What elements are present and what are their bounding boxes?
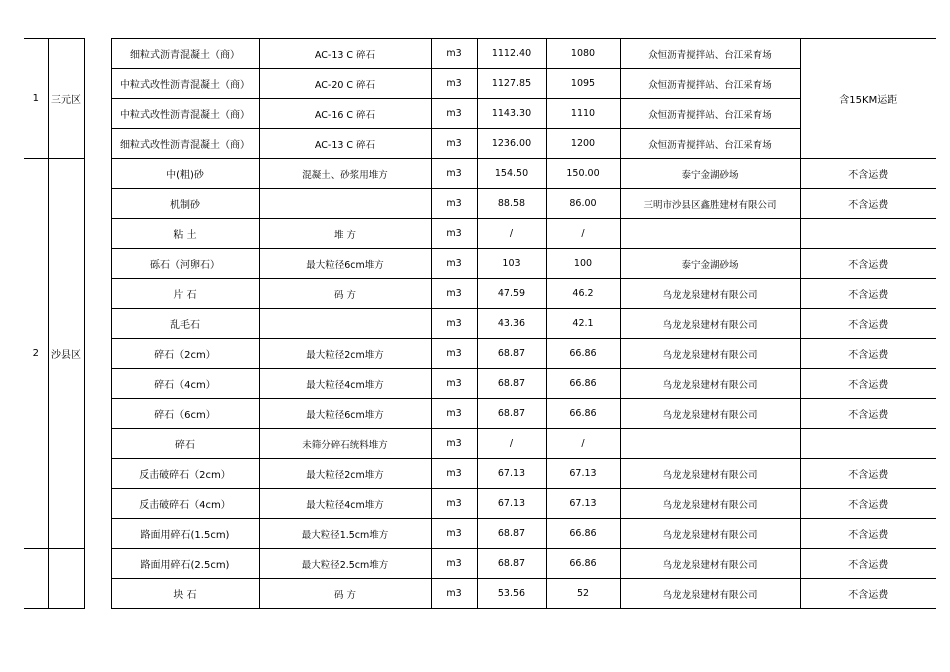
price-table: [24, 38, 936, 609]
price-cell: 66.86: [546, 369, 620, 399]
table-row: [24, 279, 936, 309]
table-row: [24, 69, 936, 99]
material-name-cell: 粘 土: [111, 219, 259, 249]
note-cell: 不含运费: [800, 249, 936, 279]
table-row: [24, 429, 936, 459]
table-row: [24, 339, 936, 369]
note-cell: 不含运费: [800, 369, 936, 399]
spec-cell: 最大粒径1.5cm堆方: [259, 519, 431, 549]
supplier-cell: 众恒沥青搅拌站、台江采育场: [620, 69, 800, 99]
material-name-cell: 路面用碎石(2.5cm): [111, 549, 259, 579]
price-cell: 66.86: [546, 519, 620, 549]
spec-cell: 未筛分碎石统料堆方: [259, 429, 431, 459]
note-cell: 不含运费: [800, 519, 936, 549]
price-with-tax-cell: 68.87: [477, 339, 546, 369]
price-cell: 42.1: [546, 309, 620, 339]
supplier-cell: 乌龙龙泉建材有限公司: [620, 489, 800, 519]
table-row: [24, 159, 936, 189]
table-row: [24, 579, 936, 609]
table-row: [24, 489, 936, 519]
spec-cell: [259, 189, 431, 219]
material-name-cell: 砾石（河卵石）: [111, 249, 259, 279]
price-with-tax-cell: 43.36: [477, 309, 546, 339]
price-cell: 67.13: [546, 459, 620, 489]
price-with-tax-cell: 88.58: [477, 189, 546, 219]
unit-cell: m3: [431, 99, 477, 129]
material-name-cell: 碎石（2cm）: [111, 339, 259, 369]
blank-strip-cell: [84, 549, 111, 609]
table-row: [24, 219, 936, 249]
spec-cell: 最大粒径2cm堆方: [259, 339, 431, 369]
spec-cell: 最大粒径2.5cm堆方: [259, 549, 431, 579]
note-cell: 不含运费: [800, 399, 936, 429]
unit-cell: m3: [431, 279, 477, 309]
unit-cell: m3: [431, 129, 477, 159]
price-cell: 1095: [546, 69, 620, 99]
spec-cell: 堆 方: [259, 219, 431, 249]
price-with-tax-cell: 1236.00: [477, 129, 546, 159]
material-name-cell: 片 石: [111, 279, 259, 309]
price-with-tax-cell: 154.50: [477, 159, 546, 189]
table-row: [24, 549, 936, 579]
spec-cell: AC-20 C 碎石: [259, 69, 431, 99]
material-name-cell: 细粒式改性沥青混凝土（商）: [111, 129, 259, 159]
price-with-tax-cell: 67.13: [477, 459, 546, 489]
unit-cell: m3: [431, 249, 477, 279]
material-name-cell: 中(粗)砂: [111, 159, 259, 189]
table-row: [24, 519, 936, 549]
note-cell: 含15KM运距: [800, 39, 936, 159]
unit-cell: m3: [431, 159, 477, 189]
blank-strip-cell: [84, 159, 111, 549]
unit-cell: m3: [431, 429, 477, 459]
spec-cell: 最大粒径4cm堆方: [259, 369, 431, 399]
table-row: [24, 369, 936, 399]
supplier-cell: 众恒沥青搅拌站、台江采育场: [620, 99, 800, 129]
unit-cell: m3: [431, 369, 477, 399]
price-cell: 52: [546, 579, 620, 609]
price-cell: 66.86: [546, 549, 620, 579]
price-cell: 100: [546, 249, 620, 279]
material-name-cell: 乱毛石: [111, 309, 259, 339]
spec-cell: 码 方: [259, 279, 431, 309]
price-with-tax-cell: 1112.40: [477, 39, 546, 69]
note-cell: 不含运费: [800, 159, 936, 189]
table-row: [24, 189, 936, 219]
unit-cell: m3: [431, 549, 477, 579]
region-cell: [48, 549, 84, 609]
material-name-cell: 反击破碎石（4cm）: [111, 489, 259, 519]
material-name-cell: 碎石: [111, 429, 259, 459]
price-with-tax-cell: 67.13: [477, 489, 546, 519]
price-cell: 1200: [546, 129, 620, 159]
price-with-tax-cell: 47.59: [477, 279, 546, 309]
price-cell: /: [546, 429, 620, 459]
price-with-tax-cell: 53.56: [477, 579, 546, 609]
note-cell: 不含运费: [800, 579, 936, 609]
note-cell: [800, 429, 936, 459]
supplier-cell: 乌龙龙泉建材有限公司: [620, 459, 800, 489]
material-name-cell: 中粒式改性沥青混凝土（商）: [111, 69, 259, 99]
price-cell: 150.00: [546, 159, 620, 189]
note-cell: 不含运费: [800, 459, 936, 489]
supplier-cell: 乌龙龙泉建材有限公司: [620, 519, 800, 549]
supplier-cell: 众恒沥青搅拌站、台江采育场: [620, 39, 800, 69]
row-number-cell: [24, 549, 48, 609]
unit-cell: m3: [431, 339, 477, 369]
row-number-cell: 2: [24, 159, 48, 549]
region-cell: 三元区: [48, 39, 84, 159]
unit-cell: m3: [431, 69, 477, 99]
price-cell: 66.86: [546, 339, 620, 369]
unit-cell: m3: [431, 579, 477, 609]
table-row: [24, 129, 936, 159]
supplier-cell: 泰宁金湖砂场: [620, 159, 800, 189]
price-cell: 1080: [546, 39, 620, 69]
material-name-cell: 细粒式沥青混凝土（商）: [111, 39, 259, 69]
spec-cell: 码 方: [259, 579, 431, 609]
price-with-tax-cell: 1127.85: [477, 69, 546, 99]
material-name-cell: 机制砂: [111, 189, 259, 219]
price-cell: 67.13: [546, 489, 620, 519]
supplier-cell: 众恒沥青搅拌站、台江采育场: [620, 129, 800, 159]
table-row: [24, 399, 936, 429]
unit-cell: m3: [431, 189, 477, 219]
blank-strip-cell: [84, 39, 111, 159]
spec-cell: 最大粒径6cm堆方: [259, 399, 431, 429]
note-cell: 不含运费: [800, 549, 936, 579]
table-row: [24, 99, 936, 129]
spec-cell: AC-16 C 碎石: [259, 99, 431, 129]
table-row: [24, 249, 936, 279]
note-cell: 不含运费: [800, 489, 936, 519]
unit-cell: m3: [431, 39, 477, 69]
price-with-tax-cell: 68.87: [477, 399, 546, 429]
unit-cell: m3: [431, 399, 477, 429]
material-name-cell: 碎石（6cm）: [111, 399, 259, 429]
material-name-cell: 碎石（4cm）: [111, 369, 259, 399]
note-cell: 不含运费: [800, 339, 936, 369]
price-cell: 46.2: [546, 279, 620, 309]
table-row: [24, 459, 936, 489]
price-with-tax-cell: 68.87: [477, 369, 546, 399]
price-with-tax-cell: 68.87: [477, 549, 546, 579]
supplier-cell: 乌龙龙泉建材有限公司: [620, 399, 800, 429]
price-cell: /: [546, 219, 620, 249]
material-name-cell: 路面用碎石(1.5cm): [111, 519, 259, 549]
supplier-cell: 乌龙龙泉建材有限公司: [620, 309, 800, 339]
unit-cell: m3: [431, 219, 477, 249]
note-cell: [800, 219, 936, 249]
supplier-cell: 乌龙龙泉建材有限公司: [620, 579, 800, 609]
supplier-cell: 乌龙龙泉建材有限公司: [620, 279, 800, 309]
spec-cell: [259, 309, 431, 339]
row-number-cell: 1: [24, 39, 48, 159]
region-cell: 沙县区: [48, 159, 84, 549]
spec-cell: 最大粒径6cm堆方: [259, 249, 431, 279]
unit-cell: m3: [431, 489, 477, 519]
supplier-cell: [620, 429, 800, 459]
price-with-tax-cell: 68.87: [477, 519, 546, 549]
spec-cell: AC-13 C 碎石: [259, 39, 431, 69]
supplier-cell: 乌龙龙泉建材有限公司: [620, 369, 800, 399]
material-name-cell: 中粒式改性沥青混凝土（商）: [111, 99, 259, 129]
unit-cell: m3: [431, 459, 477, 489]
unit-cell: m3: [431, 309, 477, 339]
supplier-cell: 乌龙龙泉建材有限公司: [620, 549, 800, 579]
supplier-cell: 三明市沙县区鑫胜建材有限公司: [620, 189, 800, 219]
supplier-cell: [620, 219, 800, 249]
table-row: [24, 39, 936, 69]
spec-cell: 最大粒径4cm堆方: [259, 489, 431, 519]
price-cell: 1110: [546, 99, 620, 129]
price-cell: 66.86: [546, 399, 620, 429]
spec-cell: 混凝土、砂浆用堆方: [259, 159, 431, 189]
spec-cell: 最大粒径2cm堆方: [259, 459, 431, 489]
material-name-cell: 块 石: [111, 579, 259, 609]
table-row: [24, 309, 936, 339]
price-with-tax-cell: 103: [477, 249, 546, 279]
price-cell: 86.00: [546, 189, 620, 219]
price-with-tax-cell: 1143.30: [477, 99, 546, 129]
supplier-cell: 泰宁金湖砂场: [620, 249, 800, 279]
price-with-tax-cell: /: [477, 219, 546, 249]
supplier-cell: 乌龙龙泉建材有限公司: [620, 339, 800, 369]
price-with-tax-cell: /: [477, 429, 546, 459]
note-cell: 不含运费: [800, 189, 936, 219]
note-cell: 不含运费: [800, 279, 936, 309]
spec-cell: AC-13 C 碎石: [259, 129, 431, 159]
unit-cell: m3: [431, 519, 477, 549]
note-cell: 不含运费: [800, 309, 936, 339]
material-name-cell: 反击破碎石（2cm）: [111, 459, 259, 489]
